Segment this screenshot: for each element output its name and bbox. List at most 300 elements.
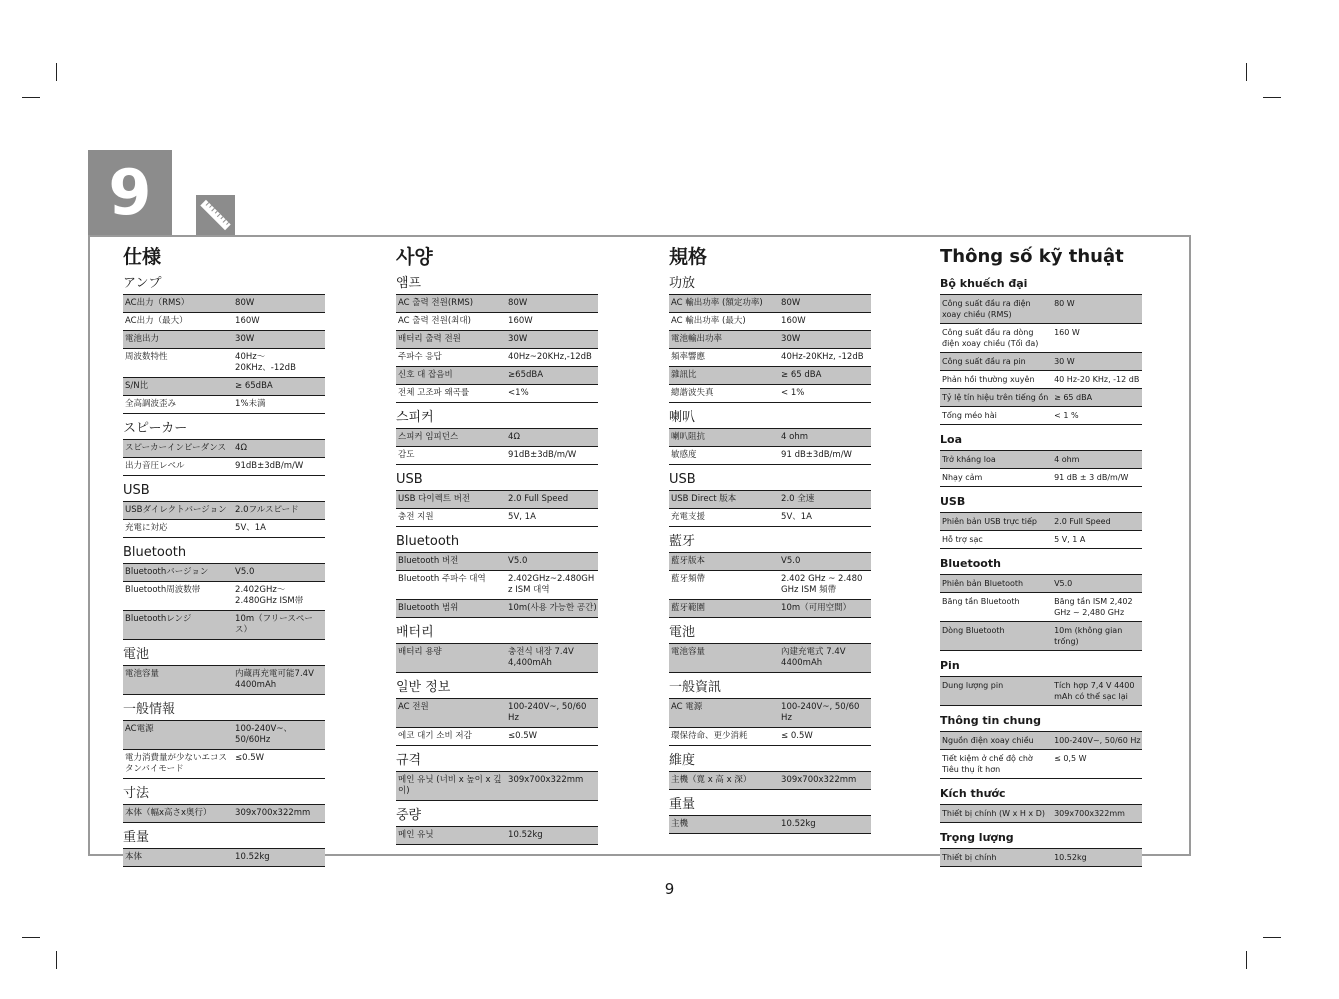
section-title: 일반 정보 — [396, 680, 451, 695]
spec-value: 5V、1A — [779, 509, 871, 527]
spec-table — [396, 826, 598, 845]
table-row — [940, 324, 1142, 353]
spec-value: ≤0.5W — [233, 750, 325, 779]
spec-key: Bluetooth 범위 — [396, 600, 506, 618]
section-title: 藍牙 — [669, 534, 696, 549]
spec-key: 에코 대기 소비 저감 — [396, 728, 506, 746]
spec-key: Bluetooth 주파수 대역 — [396, 571, 506, 600]
spec-key: Thiết bị chính (W x H x D) — [940, 805, 1052, 823]
spec-key: Dòng Bluetooth — [940, 622, 1052, 651]
spec-value: 4 ohm — [779, 429, 871, 447]
spec-key: 環保待命、更少消耗 — [669, 728, 779, 746]
spec-value: 100-240V~, 50/60 Hz — [1052, 732, 1142, 750]
section-title: Loa — [940, 433, 962, 446]
spec-value: < 1 % — [1052, 407, 1142, 425]
spec-value: 2.0 Full Speed — [506, 491, 598, 509]
crop-mark — [1246, 951, 1247, 969]
table-row — [123, 805, 325, 823]
section-title: スピーカー — [123, 421, 188, 436]
table-row — [669, 816, 871, 834]
spec-key: Bluetooth 버전 — [396, 553, 506, 571]
table-row — [396, 827, 598, 845]
spec-table — [940, 676, 1142, 706]
section-title: 앰프 — [396, 276, 422, 291]
table-row — [123, 458, 325, 476]
table-row — [123, 313, 325, 331]
table-row — [396, 699, 598, 728]
table-row — [396, 447, 598, 465]
spec-value: 160 W — [1052, 324, 1142, 353]
section-title: Pin — [940, 659, 960, 672]
section-title: 電池 — [669, 625, 696, 640]
spec-key: Trở kháng loa — [940, 451, 1052, 469]
spec-value: 4Ω — [233, 440, 325, 458]
section-title: USB — [669, 472, 696, 487]
spec-key: 雜訊比 — [669, 367, 779, 385]
spec-value: 2.402GHz~2.480GHz ISM 대역 — [506, 571, 598, 600]
spec-value: 91dB±3dB/m/W — [506, 447, 598, 465]
spec-table — [940, 848, 1142, 867]
spec-key: Băng tần Bluetooth — [940, 593, 1052, 622]
spec-value: 160W — [233, 313, 325, 331]
spec-key: 喇叭阻抗 — [669, 429, 779, 447]
table-row — [396, 772, 598, 801]
column-title: Thông số kỹ thuật — [940, 246, 1124, 267]
table-row — [669, 447, 871, 465]
spec-key: AC 전원 — [396, 699, 506, 728]
table-row — [940, 469, 1142, 487]
spec-key: S/N比 — [123, 378, 233, 396]
table-row — [123, 564, 325, 582]
spec-value: V5.0 — [233, 564, 325, 582]
section-title: Bộ khuếch đại — [940, 277, 1028, 290]
table-row — [123, 721, 325, 750]
spec-table — [669, 815, 871, 834]
spec-value: 30W — [233, 331, 325, 349]
table-row — [669, 553, 871, 571]
spec-table — [396, 643, 598, 673]
spec-value: < 1% — [779, 385, 871, 403]
spec-table — [123, 804, 325, 823]
spec-key: Bluetoothバージョン — [123, 564, 233, 582]
table-row — [396, 313, 598, 331]
table-row — [940, 622, 1142, 651]
table-row — [940, 295, 1142, 324]
table-row — [123, 666, 325, 695]
spec-value: <1% — [506, 385, 598, 403]
spec-table — [669, 428, 871, 465]
spec-key: Nguồn điện xoay chiều — [940, 732, 1052, 750]
table-row — [396, 571, 598, 600]
spec-value: 10.52kg — [779, 816, 871, 834]
section-title: 스피커 — [396, 410, 434, 425]
spec-value: ≥ 65dBA — [233, 378, 325, 396]
spec-value: V5.0 — [506, 553, 598, 571]
spec-table — [669, 294, 871, 403]
spec-key: 배터리 용량 — [396, 644, 506, 673]
spec-value: V5.0 — [1052, 575, 1142, 593]
spec-value: 10.52kg — [506, 827, 598, 845]
spec-value: 309x700x322mm — [233, 805, 325, 823]
spec-value: 100-240V~, 50/60 Hz — [506, 699, 598, 728]
spec-table — [940, 574, 1142, 651]
spec-table — [669, 490, 871, 527]
section-title: Kích thước — [940, 787, 1006, 800]
section-title: Bluetooth — [123, 545, 187, 560]
table-row — [123, 750, 325, 779]
spec-key: 本体 — [123, 849, 233, 867]
table-row — [396, 509, 598, 527]
table-row — [396, 331, 598, 349]
table-row — [940, 389, 1142, 407]
spec-key: 감도 — [396, 447, 506, 465]
spec-key: AC 출력 전원(RMS) — [396, 295, 506, 313]
spec-value: ≤0.5W — [506, 728, 598, 746]
spec-table — [396, 428, 598, 465]
section-title: Thông tin chung — [940, 714, 1042, 727]
spec-table — [123, 563, 325, 640]
spec-key: AC 출력 전원(최대) — [396, 313, 506, 331]
spec-key: Công suất đầu ra pin — [940, 353, 1052, 371]
table-row — [396, 491, 598, 509]
spec-value: 40Hz～20KHz、-12dB — [233, 349, 325, 378]
crop-mark — [1263, 937, 1281, 938]
spec-table — [123, 665, 325, 695]
spec-key: 藍牙版本 — [669, 553, 779, 571]
spec-value: 309x700x322mm — [779, 772, 871, 790]
column-title: 사양 — [396, 246, 433, 268]
table-row — [940, 371, 1142, 389]
table-row — [940, 451, 1142, 469]
spec-key: Tỷ lệ tín hiệu trên tiếng ồn — [940, 389, 1052, 407]
spec-value: 160W — [779, 313, 871, 331]
table-row — [669, 728, 871, 746]
spec-value: Tích hợp 7,4 V 4400 mAh có thể sạc lại — [1052, 677, 1142, 706]
spec-key: 藍牙範圍 — [669, 600, 779, 618]
spec-value: ≤ 0.5W — [779, 728, 871, 746]
table-row — [669, 772, 871, 790]
spec-value: 80W — [506, 295, 598, 313]
spec-value: 91 dB ± 3 dB/m/W — [1052, 469, 1142, 487]
spec-table — [940, 731, 1142, 779]
crop-mark — [56, 63, 57, 81]
table-row — [669, 699, 871, 728]
table-row — [669, 367, 871, 385]
table-row — [669, 331, 871, 349]
section-title: アンプ — [123, 276, 162, 291]
table-row — [123, 611, 325, 640]
table-row — [123, 520, 325, 538]
spec-table — [123, 294, 325, 414]
spec-key: 電力消費量が少ないエコスタンバイモード — [123, 750, 233, 779]
spec-value: 10m(사용 가능한 공간) — [506, 600, 598, 618]
spec-key: 全高調波歪み — [123, 396, 233, 414]
spec-value: 1%未満 — [233, 396, 325, 414]
spec-key: 배터리 출력 전원 — [396, 331, 506, 349]
spec-table — [669, 698, 871, 746]
spec-table — [123, 848, 325, 867]
spec-value: 309x700x322mm — [1052, 805, 1142, 823]
spec-key: AC出力（RMS） — [123, 295, 233, 313]
spec-value: 2.402GHz～2.480GHz ISM帯 — [233, 582, 325, 611]
table-row — [669, 385, 871, 403]
spec-key: 主機（寬 x 高 x 深） — [669, 772, 779, 790]
spec-key: 總諧波失真 — [669, 385, 779, 403]
spec-table — [396, 771, 598, 801]
spec-key: Phản hồi thường xuyên — [940, 371, 1052, 389]
spec-key: 신호 대 잡음비 — [396, 367, 506, 385]
section-title: 一般資訊 — [669, 680, 722, 695]
table-row — [669, 429, 871, 447]
crop-mark — [1263, 97, 1281, 98]
spec-value: ≥ 65 dBA — [1052, 389, 1142, 407]
column-title: 仕様 — [123, 246, 162, 268]
spec-key: Công suất đầu ra điện xoay chiều (RMS) — [940, 295, 1052, 324]
crop-mark — [1246, 63, 1247, 81]
table-row — [396, 728, 598, 746]
section-title: 重量 — [669, 797, 696, 812]
spec-key: 주파수 응답 — [396, 349, 506, 367]
spec-value: 5V、1A — [233, 520, 325, 538]
spec-key: 전체 고조파 왜곡률 — [396, 385, 506, 403]
spec-key: 本体（幅x高さx奥行） — [123, 805, 233, 823]
section-title: USB — [123, 483, 150, 498]
section-title: 重量 — [123, 830, 150, 845]
spec-value: 충전식 내장 7.4V 4,400mAh — [506, 644, 598, 673]
spec-key: AC 輸出功率 (額定功率) — [669, 295, 779, 313]
spec-key: AC出力（最大） — [123, 313, 233, 331]
spec-value: 5V, 1A — [506, 509, 598, 527]
spec-key: Công suất đầu ra dòng điện xoay chiều (Tối đa) — [940, 324, 1052, 353]
section-title: Bluetooth — [396, 534, 460, 549]
chapter-number: 9 — [88, 150, 172, 236]
spec-value: 309x700x322mm — [506, 772, 598, 801]
column-title: 規格 — [669, 246, 708, 268]
section-title: 一般情報 — [123, 702, 176, 717]
table-row — [123, 295, 325, 313]
spec-key: Tiết kiệm ở chế độ chờ Tiêu thụ ít hơn — [940, 750, 1052, 779]
section-title: 電池 — [123, 647, 150, 662]
spec-value: ≥ 65 dBA — [779, 367, 871, 385]
table-row — [123, 396, 325, 414]
spec-column-japanese — [123, 245, 325, 867]
table-row — [396, 600, 598, 618]
spec-key: 메인 유닛 (너비 x 높이 x 깊이) — [396, 772, 506, 801]
spec-table — [123, 501, 325, 538]
spec-value: 10m (không gian trống) — [1052, 622, 1142, 651]
spec-column-chinese — [669, 245, 871, 834]
table-row — [940, 353, 1142, 371]
spec-table — [940, 294, 1142, 425]
spec-value: 5 V, 1 A — [1052, 531, 1142, 549]
section-title: USB — [940, 495, 966, 508]
table-row — [669, 644, 871, 673]
spec-panel — [88, 235, 1191, 862]
spec-value: 2.0フルスピード — [233, 502, 325, 520]
spec-table — [123, 439, 325, 476]
spec-key: Bluetooth周波数帯 — [123, 582, 233, 611]
spec-value: 內建充電式 7.4V 4400mAh — [779, 644, 871, 673]
spec-value: 40Hz~20KHz,-12dB — [506, 349, 598, 367]
spec-key: Hỗ trợ sạc — [940, 531, 1052, 549]
table-row — [396, 295, 598, 313]
spec-table — [123, 720, 325, 779]
table-row — [669, 491, 871, 509]
section-title: Bluetooth — [940, 557, 1001, 570]
table-row — [123, 849, 325, 867]
spec-key: スピーカーインピーダンス — [123, 440, 233, 458]
spec-value: 30W — [779, 331, 871, 349]
spec-key: 頻率響應 — [669, 349, 779, 367]
spec-table — [669, 552, 871, 618]
table-row — [940, 677, 1142, 706]
section-title: Trọng lượng — [940, 831, 1014, 844]
spec-value: 30 W — [1052, 353, 1142, 371]
spec-value: 91dB±3dB/m/W — [233, 458, 325, 476]
table-row — [396, 385, 598, 403]
spec-table — [396, 490, 598, 527]
spec-value: 100-240V~, 50/60 Hz — [779, 699, 871, 728]
table-row — [123, 349, 325, 378]
spec-value: 10.52kg — [233, 849, 325, 867]
spec-key: Tổng méo hài — [940, 407, 1052, 425]
spec-value: 91 dB±3dB/m/W — [779, 447, 871, 465]
spec-value: 40Hz-20KHz, -12dB — [779, 349, 871, 367]
table-row — [669, 295, 871, 313]
section-title: 배터리 — [396, 625, 434, 640]
spec-table — [669, 643, 871, 673]
spec-key: 敏感度 — [669, 447, 779, 465]
spec-table — [396, 552, 598, 618]
table-row — [940, 575, 1142, 593]
spec-key: 電池出力 — [123, 331, 233, 349]
table-row — [669, 313, 871, 331]
table-row — [123, 440, 325, 458]
spec-value: V5.0 — [779, 553, 871, 571]
spec-value: 100-240V~、50/60Hz — [233, 721, 325, 750]
spec-value: 4 ohm — [1052, 451, 1142, 469]
spec-value: 10m（可用空間） — [779, 600, 871, 618]
spec-column-korean — [396, 245, 598, 845]
table-row — [123, 582, 325, 611]
spec-key: AC 輸出功率 (最大) — [669, 313, 779, 331]
ruler-icon-box — [196, 195, 235, 235]
table-row — [940, 593, 1142, 622]
spec-value: 2.402 GHz ~ 2.480 GHz ISM 頻帶 — [779, 571, 871, 600]
table-row — [669, 571, 871, 600]
spec-value: 10.52kg — [1052, 849, 1142, 867]
table-row — [669, 349, 871, 367]
section-title: 寸法 — [123, 786, 150, 801]
spec-key: USBダイレクトバージョン — [123, 502, 233, 520]
crop-mark — [22, 937, 40, 938]
spec-key: Nhạy cảm — [940, 469, 1052, 487]
crop-mark — [22, 97, 40, 98]
spec-key: USB 다이렉트 버전 — [396, 491, 506, 509]
section-title: 중량 — [396, 808, 422, 823]
spec-table — [940, 804, 1142, 823]
table-row — [940, 513, 1142, 531]
spec-key: Dung lượng pin — [940, 677, 1052, 706]
table-row — [940, 407, 1142, 425]
section-title: USB — [396, 472, 423, 487]
spec-table — [940, 450, 1142, 487]
spec-key: Phiên bản USB trực tiếp — [940, 513, 1052, 531]
spec-key: 스피커 임피던스 — [396, 429, 506, 447]
spec-table — [669, 771, 871, 790]
spec-key: 出力音圧レベル — [123, 458, 233, 476]
spec-value: 80W — [233, 295, 325, 313]
section-title: 維度 — [669, 753, 696, 768]
table-row — [396, 553, 598, 571]
table-row — [396, 367, 598, 385]
ruler-icon — [196, 195, 235, 235]
spec-key: 충전 지원 — [396, 509, 506, 527]
section-title: 功放 — [669, 276, 696, 291]
table-row — [123, 331, 325, 349]
table-row — [940, 732, 1142, 750]
spec-value: 80 W — [1052, 295, 1142, 324]
table-row — [396, 429, 598, 447]
spec-key: 電池容量 — [669, 644, 779, 673]
spec-column-vietnamese — [940, 245, 1142, 867]
table-row — [669, 509, 871, 527]
spec-value: 160W — [506, 313, 598, 331]
spec-table — [396, 294, 598, 403]
crop-mark — [56, 951, 57, 969]
spec-table — [940, 512, 1142, 549]
section-title: 규격 — [396, 753, 422, 768]
spec-value: Băng tần ISM 2,402 GHz ~ 2,480 GHz — [1052, 593, 1142, 622]
table-row — [396, 349, 598, 367]
spec-key: AC電源 — [123, 721, 233, 750]
table-row — [669, 600, 871, 618]
table-row — [396, 644, 598, 673]
table-row — [940, 531, 1142, 549]
spec-value: 2.0 全速 — [779, 491, 871, 509]
spec-key: 메인 유닛 — [396, 827, 506, 845]
spec-key: 電池容量 — [123, 666, 233, 695]
spec-key: 周波数特性 — [123, 349, 233, 378]
spec-key: 藍牙頻帶 — [669, 571, 779, 600]
spec-key: 充電に対応 — [123, 520, 233, 538]
table-row — [940, 750, 1142, 779]
spec-value: ≥65dBA — [506, 367, 598, 385]
spec-value: 2.0 Full Speed — [1052, 513, 1142, 531]
spec-key: USB Direct 版本 — [669, 491, 779, 509]
spec-value: 内蔵再充電可能7.4V 4400mAh — [233, 666, 325, 695]
table-row — [940, 849, 1142, 867]
table-row — [123, 378, 325, 396]
spec-value: ≤ 0,5 W — [1052, 750, 1142, 779]
section-title: 喇叭 — [669, 410, 696, 425]
spec-key: AC 電源 — [669, 699, 779, 728]
table-row — [123, 502, 325, 520]
spec-key: 電池輸出功率 — [669, 331, 779, 349]
spec-value: 80W — [779, 295, 871, 313]
spec-key: Bluetoothレンジ — [123, 611, 233, 640]
spec-value: 40 Hz-20 KHz, -12 dB — [1052, 371, 1142, 389]
spec-value: 10m（フリースペース） — [233, 611, 325, 640]
spec-key: Phiên bản Bluetooth — [940, 575, 1052, 593]
spec-table — [396, 698, 598, 746]
spec-key: 充電支援 — [669, 509, 779, 527]
spec-key: Thiết bị chính — [940, 849, 1052, 867]
page-number: 9 — [664, 880, 675, 898]
spec-key: 主機 — [669, 816, 779, 834]
table-row — [940, 805, 1142, 823]
spec-value: 30W — [506, 331, 598, 349]
